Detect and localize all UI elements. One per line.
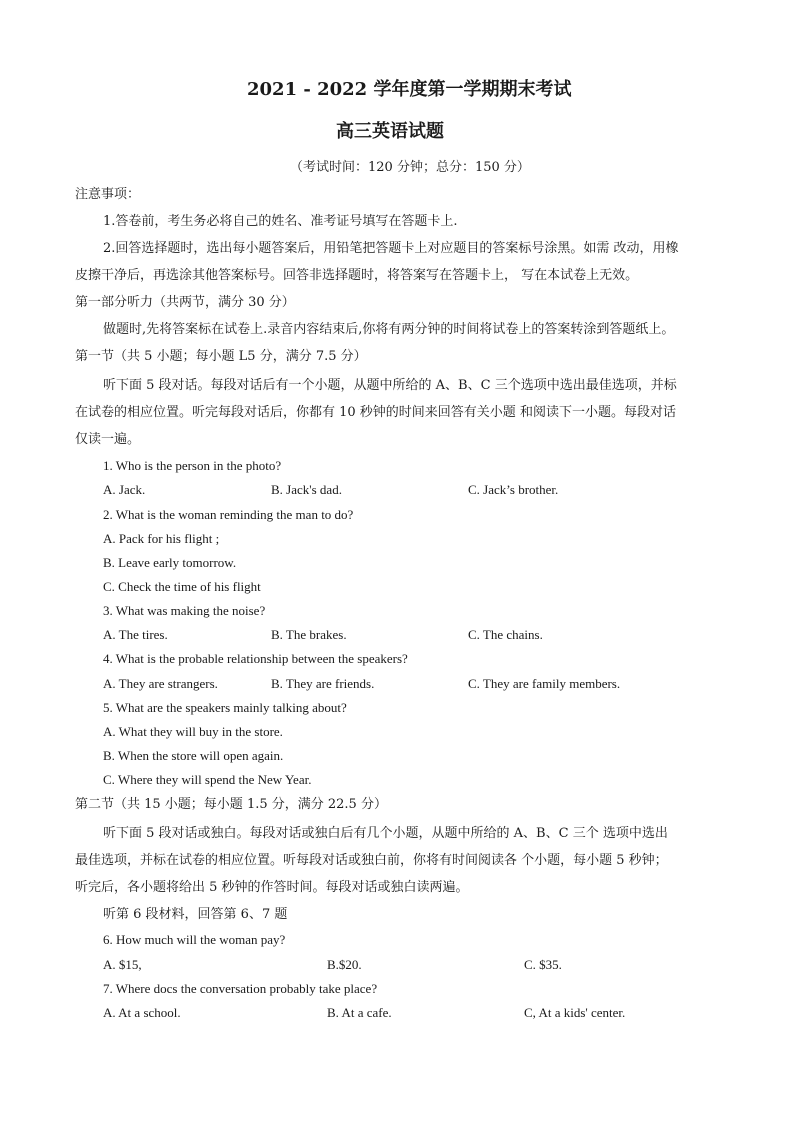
notice-item-1: 1.答卷前，考生务必将自己的姓名、准考证号填写在答题卡上. xyxy=(103,214,458,229)
question-5-option-b: B. When the store will open again. xyxy=(103,748,284,763)
part1-heading: 第一部分听力（共两节，满分 30 分） xyxy=(75,295,295,310)
question-1-option-c: C. Jack’s brother. xyxy=(468,482,559,497)
question-2-option-a: A. Pack for his flight ; xyxy=(103,531,220,546)
question-3-option-c: C. The chains. xyxy=(468,627,543,642)
question-2: 2. What is the woman reminding the man to do? xyxy=(103,507,354,522)
question-4-option-c: C. They are family members. xyxy=(468,676,621,691)
exam-title: 2021 - 2022 学年度第一学期期末考试 xyxy=(247,79,572,100)
question-4-option-b: B. They are friends. xyxy=(271,676,375,691)
question-5-option-c: C. Where they will spend the New Year. xyxy=(103,772,312,787)
exam-info: （考试时间：120 分钟；总分：150 分） xyxy=(290,160,530,175)
question-1-option-b: B. Jack's dad. xyxy=(271,482,342,497)
question-3: 3. What was making the noise? xyxy=(103,603,266,618)
notice-item-2-line-1: 2.回答选择题时，选出每小题答案后，用铅笔把答题卡上对应题目的答案标号涂黑。如需 改动，用橡 xyxy=(103,241,679,256)
section1-instruction-line-3: 仅读一遍。 xyxy=(75,432,141,447)
question-2-option-b: B. Leave early tomorrow. xyxy=(103,555,237,570)
section1-instruction-line-1: 听下面 5 段对话。每段对话后有一个小题，从题中所给的 A、B、C 三个选项中选出最佳选项，并标 xyxy=(103,378,677,393)
question-6-option-c: C. $35. xyxy=(524,957,562,972)
question-6-option-a: A. $15, xyxy=(103,957,142,972)
question-6-option-b: B.$20. xyxy=(327,957,362,972)
question-2-option-c: C. Check the time of his flight xyxy=(103,579,261,594)
question-4: 4. What is the probable relationship between the speakers? xyxy=(103,651,408,666)
material-6-heading: 听第 6 段材料，回答第 6、7 题 xyxy=(103,907,288,922)
exam-subtitle: 高三英语试题 xyxy=(336,121,444,142)
question-7-option-a: A. At a school. xyxy=(103,1005,181,1020)
question-1: 1. Who is the person in the photo? xyxy=(103,458,282,473)
notice-heading: 注意事项： xyxy=(75,187,141,202)
question-5: 5. What are the speakers mainly talking about? xyxy=(103,700,347,715)
part1-instruction: 做题时,先将答案标在试卷上.录音内容结束后,你将有两分钟的时间将试卷上的答案转涂到答题纸上。 xyxy=(103,322,675,337)
question-5-option-a: A. What they will buy in the store. xyxy=(103,724,283,739)
question-6: 6. How much will the woman pay? xyxy=(103,932,286,947)
question-4-option-a: A. They are strangers. xyxy=(103,676,218,691)
section2-instruction-line-1: 听下面 5 段对话或独白。每段对话或独白后有几个小题，从题中所给的 A、B、C 三个 选项中选出 xyxy=(103,826,668,841)
question-1-option-a: A. Jack. xyxy=(103,482,146,497)
notice-item-2-line-2: 皮擦干净后，再选涂其他答案标号。回答非选择题时，将答案写在答题卡上， 写在本试卷上无效。 xyxy=(75,268,639,283)
question-3-option-b: B. The brakes. xyxy=(271,627,347,642)
section1-heading: 第一节（共 5 小题；每小题 L5 分，满分 7.5 分） xyxy=(75,349,367,364)
section1-instruction-line-2: 在试卷的相应位置。听完每段对话后，你都有 10 秒钟的时间来回答有关小题 和阅读下一小题。每段对话 xyxy=(75,405,676,420)
question-3-option-a: A. The tires. xyxy=(103,627,168,642)
question-7-option-b: B. At a cafe. xyxy=(327,1005,392,1020)
section2-instruction-line-3: 听完后，各小题将给出 5 秒钟的作答时间。每段对话或独白读两遍。 xyxy=(75,880,469,895)
section2-instruction-line-2: 最佳选项，并标在试卷的相应位置。听每段对话或独白前，你将有时间阅读各 个小题，每小题 5 秒钟； xyxy=(75,853,668,868)
section2-heading: 第二节（共 15 小题；每小题 1.5 分，满分 22.5 分） xyxy=(75,797,387,812)
question-7: 7. Where docs the conversation probably take place? xyxy=(103,981,378,996)
question-7-option-c: C, At a kids' center. xyxy=(524,1005,626,1020)
